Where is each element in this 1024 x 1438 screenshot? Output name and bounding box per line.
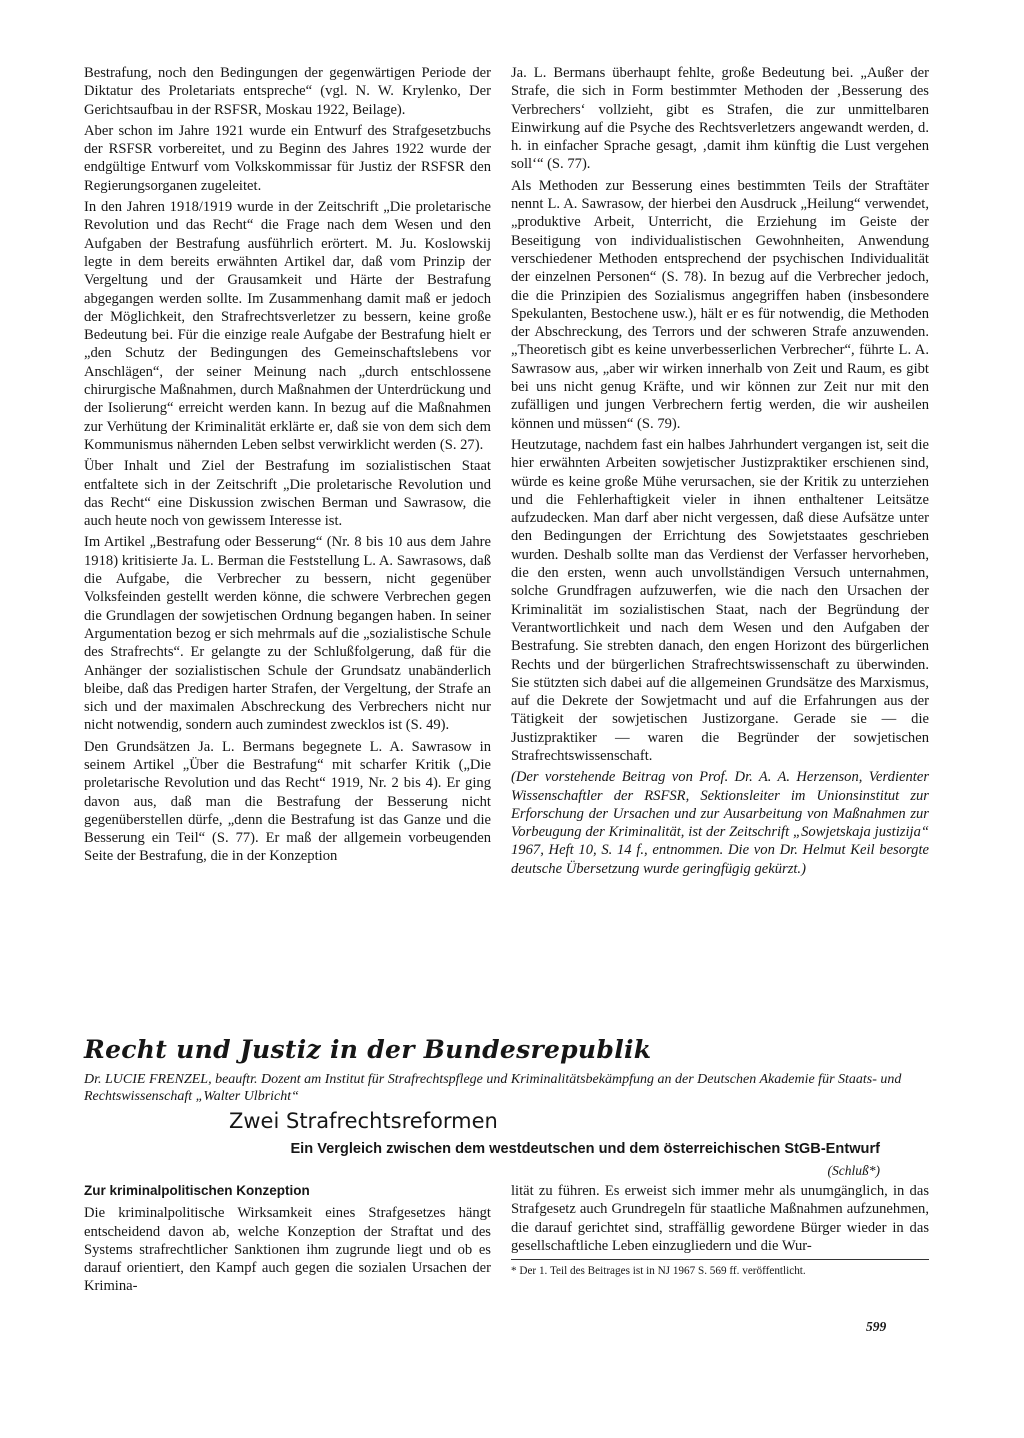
editor-note: (Der vorstehende Beitrag von Prof. Dr. A. A. Herzenson, Verdienter Wissenschaftler der RSFSR, Sektionsleiter im Unionsinstitut zur Erforschung der Ursachen und zur Ausarbeitung von Maßnahmen zur Vorbeugung der Kriminalität, ist der Zeitschrift „Sowjetskaja justizija“ 1967, Heft 10, S. 14 f., entnommen. Die von Dr. Helmut Keil besorgte deutsche Übersetzung wurde geringfügig gekürzt.) <box>511 769 929 877</box>
author-line: Dr. LUCIE FRENZEL, beauftr. Dozent am Institut für Strafrechtspflege und Kriminalitätsbekämpfung an der Deutschen Akademie für Staats- und Rechtswissenschaft „Walter Ulbricht“ <box>84 1072 902 1104</box>
article-subtitle: Ein Vergleich zwischen dem westdeutschen und dem österreichischen StGB-Entwurf <box>290 1141 880 1157</box>
footnote-divider <box>511 1259 929 1260</box>
paragraph: Die kriminalpolitische Wirksamkeit eines Strafgesetzes hängt entscheidend davon ab, welche Konzeption der Straftat und des Systems strafrechtlicher Sanktionen ihm zugrunde liegt und ob es darauf orientiert, den Kampf auch gegen die sozialen Ursachen der Krimina- <box>84 1205 491 1295</box>
article-subheading: Zur kriminalpolitischen Konzeption <box>84 1183 310 1198</box>
article-right-column <box>511 1182 929 1278</box>
paragraph: In den Jahren 1918/1919 wurde in der Zeitschrift „Die proletarische Revolution und das Recht“ die Frage nach dem Wesen und den Aufgaben der Bestrafung ausführlich erörtert. M. Ju. Koslowskij legte in dem bereits erwähnten Artikel dar, daß vom Prinzip der Vergeltung und der Grausamkeit und Härte der Bestrafung abgegangen werden sollte. Im Zusammenhang damit maß er jedoch der Möglichkeit, den Strafrechtsverletzer zu bessern, keine große Bedeutung bei. Für die einzige reale Aufgabe der Bestrafung hielt er „den Schutz der Bedingungen des Gemeinschaftslebens vor Anschlägen“, der seiner Meinung nach „durch entschlossene chirurgische Maßnahmen, durch Maßnahmen der Unterdrückung und der Isolierung“ erreicht werden kann. In bezug auf die Maßnahmen zur Verhütung der Kriminalität erklärte er, daß sie von dem sich dem Kommunismus nähernden Leben selbst verwirklicht werden (S. 27). <box>84 199 491 453</box>
left-column <box>84 64 491 869</box>
right-column <box>511 64 929 881</box>
page-number: 599 <box>866 1319 887 1334</box>
paragraph: Ja. L. Bermans überhaupt fehlte, große Bedeutung bei. „Außer der Strafe, die sich in Form bestimmter Methoden der ‚Besserung des Verbrechers‘ vollzieht, gibt es Strafen, die zur unmittelbaren Einwirkung auf die Psyche des Rechtsverletzers angewandt werden, d. h. in einfacher Sprache gesagt, ‚damit ihm künftig die Lust vergehen soll‘“ (S. 77). <box>511 65 929 173</box>
paragraph: Über Inhalt und Ziel der Bestrafung im sozialistischen Staat entfaltete sich in der Zeitschrift „Die proletarische Revolution und das Recht“ eine Diskussion zwischen Berman und Sawrasow, die auch heute noch von gewissem Interesse ist. <box>84 458 491 530</box>
paragraph: Im Artikel „Bestrafung oder Besserung“ (Nr. 8 bis 10 aus dem Jahre 1918) kritisierte Ja. L. Berman die Feststellung L. A. Sawrasows, daß die Aufgabe, die Verbrecher zu bessern, nicht gegenüber Volksfeinden gestellt werden könne, die schwere Verbrechen gegen die Grundlagen der sowjetischen Ordnung begangen haben. In seiner Argumentation bezog er sich mehrmals auf die „sozialistische Schule des Strafrechts“. Er gelangte zu der Schlußfolgerung, daß für die Anhänger der sozialistischen Schule der Grundsatz unabänderlich bleibe, daß das Predigen harter Strafen, der Vergeltung, der Strafe an sich und der maximalen Abschreckung des Verbrechers nicht nur nicht notwendig, sondern auch zumindest zwecklos ist (S. 49). <box>84 534 491 734</box>
paragraph: Aber schon im Jahre 1921 wurde ein Entwurf des Strafgesetzbuchs der RSFSR vorbereitet, und zu Beginn des Jahres 1922 wurde der endgültige Entwurf vom Volkskommissar für Justiz der RSFSR den Regierungsorganen zugeleitet. <box>84 122 491 194</box>
article-part-label: (Schluß*) <box>827 1163 880 1178</box>
paragraph: Als Methoden zur Besserung eines bestimmten Teils der Straftäter nennt L. A. Sawrasow, der hierbei den Ausdruck „Heilung“ verwendet, „produktive Arbeit, Unterricht, die Erziehung im Geiste der Beseitigung von individualistischen Gewohnheiten, Anwendung verschiedener Methoden entsprechend der psychischen Individualität der einzelnen Personen“ (S. 78). In bezug auf die Verbrecher jedoch, die die Prinzipien des Sozialismus angegriffen haben (insbesondere Spekulanten, Bestochene usw.), hält er es für notwendig, die Methoden der Abschreckung, des Terrors und der schweren Strafe anzuwenden. „Theoretisch gibt es keine unverbesserlichen Verbrecher“, führte L. A. Sawrasow aus, „aber wir wirken innerhalb von Zeit und Raum, es gibt bei uns nicht genug Kräfte, und wir können zur Zeit nur mit den zufälligen und jungen Verbrechern fertig werden, die wir ausheilen können und müssen“ (S. 79). <box>511 177 929 432</box>
paragraph: Bestrafung, noch den Bedingungen der gegenwärtigen Periode der Diktatur des Proletariats entspreche“ (vgl. N. W. Krylenko, Der Gerichtsaufbau in der RSFSR, Moskau 1922, Beilage). <box>84 65 491 118</box>
article-title: Zwei Strafrechtsreformen <box>229 1109 498 1133</box>
article-left-column <box>84 1182 491 1299</box>
footnote: * Der 1. Teil des Beitrages ist in NJ 1967 S. 569 ff. veröffentlicht. <box>511 1265 806 1278</box>
paragraph: Den Grundsätzen Ja. L. Bermans begegnete L. A. Sawrasow in seinem Artikel „Über die Bestrafung“ mit scharfer Kritik („Die proletarische Revolution und das Recht“ 1919, Nr. 2 bis 4). Er ging davon aus, daß man die Bestrafung der Besserung nicht gegenüberstellen dürfe, „denn die Bestrafung ist das Ganze und die Besserung ein Teil“ (S. 77). Er maß der allgemein vorbeugenden Seite der Bestrafung, die in der Konzeption <box>84 738 491 865</box>
paragraph: Heutzutage, nachdem fast ein halbes Jahrhundert vergangen ist, seit die hier erwähnten Arbeiten sowjetischer Justizpraktiker erschienen sind, würde es keine große Mühe verursachen, sie der Kritik zu unterziehen und die Fehlerhaftigkeit vieler in ihnen enthaltener Leitsätze aufzudecken. Man darf aber nicht vergessen, daß diese Aufsätze unter den Bedingungen der Errichtung des Sowjetstaates geschrieben wurden. Deshalb sollte man das Verdienst der Verfasser hervorheben, die den ersten, wenn auch unvollständigen Versuch unternahmen, solche Grundfragen aufzuwerfen, wie die nach den Ursachen der Kriminalität im sozialistischen Staat, nach der Begründung der Verantwortlichkeit und nach dem Wesen und den Aufgaben der Bestrafung. Sie strebten danach, den engen Horizont des bürgerlichen Rechts und der bürgerlichen Strafrechtswissenschaft zu überwinden. Sie stützten sich dabei auf die allgemeinen Grundsätze des Marxismus, auf die Dekrete der Sowjetmacht und auf die Erfahrungen aus der Tätigkeit der sowjetischen Justizorgane. Gerade sie — die Justizpraktiker — waren die Begründer der sowjetischen Strafrechtswissenschaft. <box>511 436 929 764</box>
section-header: Recht und Justiz in der Bundesrepublik <box>84 1035 652 1064</box>
paragraph: lität zu führen. Es erweist sich immer mehr als unumgänglich, in das Strafgesetz auch Grundregeln für staatliche Maßnahmen aufzunehmen, die darauf gerichtet sind, straffällig gewordene Bürger wieder in das gesellschaftliche Leben einzugliedern und die Wur- <box>511 1183 929 1254</box>
